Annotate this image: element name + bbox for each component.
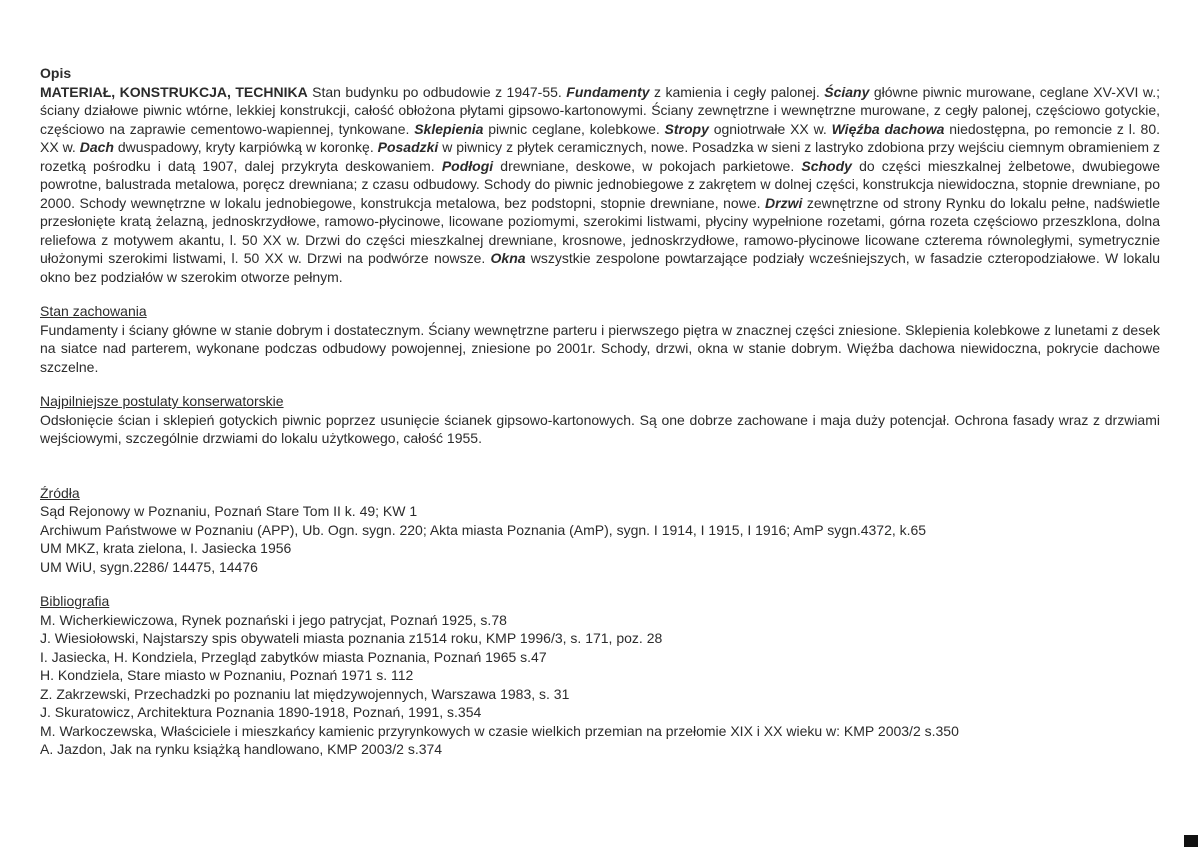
opis-text: w piwnicy z płytek ceramicznych, nowe. Posadzka w sieni z lastryko zdobiona przy wejściu ciemnym obramieniem z rozetką pośrodku i datą 1907, dalej przykryta deskowaniem. — [40, 139, 1160, 174]
postulaty-text: Odsłonięcie ścian i sklepień gotyckich piwnic poprzez usunięcie ścianek gipsowo-kartonowych. Są one dobrze zachowane i maja duży potencjał. Ochrona fasady wraz z drzwiami wejściowymi, szczególnie drzwiami do lokalu użytkowego, całość 1955. — [40, 411, 1160, 446]
bibliography-item: M. Warkoczewska, Właściciele i mieszkańcy kamienic przyrynkowych w czasie wielkich przemian na przełomie XIX i XX wieku w: KMP 2003/2 s.350 — [40, 722, 959, 739]
section-postulaty — [40, 392, 1160, 448]
heading-opis: Opis — [40, 65, 72, 81]
source-item: UM MKZ, krata zielona, I. Jasiecka 1956 — [40, 540, 292, 556]
opis-text: do części mieszkalnej żelbetowe, dwubiegowe powrotne, balustrada metalowa, poręcz drewniana; z czasu odbudowy. Schody do piwnic jednobiegowe z zakrętem w dolnej części, konstrukcja niewidoczna, stopnie drewniane, po 2000. Schody wewnętrzne w lokalu jednobiegowe, konstrukcja metalowa, bez podstopni, stopnie drewniane, nowe. — [40, 157, 1161, 211]
source-item: Archiwum Państwowe w Poznaniu (APP), Ub. Ogn. sygn. 220; Akta miasta Poznania (AmP), sygn. I 1914, I 1915, I 1916; AmP sygn.4372, k.65 — [40, 521, 927, 538]
document-page — [40, 64, 1160, 759]
heading-stan-zachowania: Stan zachowania — [40, 303, 147, 319]
section-opis — [40, 64, 1160, 286]
scan-edge-shadow — [1184, 835, 1198, 847]
bibliography-item: I. Jasiecka, H. Kondziela, Przegląd zabytków miasta Poznania, Poznań 1965 s.47 — [40, 648, 547, 665]
opis-text: niedostępna, po remoncie z l. 80. XX w. — [40, 120, 1160, 155]
bibliography-item: A. Jazdon, Jak na rynku książką handlowano, KMP 2003/2 s.374 — [40, 741, 443, 757]
source-item: Sąd Rejonowy w Poznaniu, Poznań Stare Tom II k. 49; KW 1 — [40, 503, 418, 519]
stan-zachowania-text: Fundamenty i ściany główne w stanie dobrym i dostatecznym. Ściany wewnętrzne parteru i pierwszego piętra w znacznej części zniesione. Sklepienia kolebkowe z lunetami z desek na siatce nad parterem, wykonane podczas odbudowy powojennej, zniesione po 2001r. Schody, drzwi, okna w stanie dobrym. Więźba dachowa niewidoczna, pokrycie dachowe szczelne. — [40, 321, 1160, 375]
opis-keyword: Posadzki — [377, 139, 439, 155]
opis-text: drewniane, deskowe, w pokojach parkietowe. — [493, 157, 802, 174]
section-stan-zachowania — [40, 302, 1160, 376]
section-bibliografia — [40, 592, 1160, 759]
bibliography-item: H. Kondziela, Stare miasto w Poznaniu, Poznań 1971 s. 112 — [40, 667, 414, 683]
opis-text: główne piwnic murowane, ceglane XV-XVI w.; ściany działowe piwnic wtórne, lekkiej konstrukcji, całość obłożona płytami gipsowo-kartonowymi. Ściany zewnętrzne i wewnętrzne murowane, z cegły palonej, częściowo gotyckie, częściowo na zaprawie cementowo-wapiennej, tynkowane. — [40, 83, 1161, 137]
bibliography-item: J. Wiesiołowski, Najstarszy spis obywateli miasta poznania z1514 roku, KMP 1996/3, s. 171, poz. 28 — [40, 630, 663, 646]
opis-keyword: Więźba dachowa — [831, 120, 945, 137]
opis-lead: MATERIAŁ, KONSTRUKCJA, TECHNIKA — [40, 83, 308, 100]
heading-bibliografia: Bibliografia — [40, 593, 110, 609]
opis-keyword: Okna — [490, 250, 526, 266]
heading-zrodla: Źródła — [40, 484, 80, 501]
opis-text: z kamienia i cegły palonej. — [649, 83, 825, 100]
source-item: UM WiU, sygn.2286/ 14475, 14476 — [40, 558, 258, 575]
opis-keyword: Drzwi — [765, 194, 803, 211]
opis-keyword: Stropy — [664, 120, 709, 137]
section-zrodla — [40, 484, 1160, 577]
bibliography-item: J. Skuratowicz, Architektura Poznania 1890-1918, Poznań, 1991, s.354 — [40, 704, 482, 720]
opis-keyword: Sklepienia — [414, 120, 484, 137]
opis-keyword: Ściany — [824, 83, 870, 100]
opis-text: wszystkie zespolone powtarzające podziały wcześniejszych, w fasadzie czteropodziałowe. W lokalu okno bez podziałów w szerokim otworze pełnym. — [40, 250, 1161, 285]
opis-paragraph — [40, 83, 1160, 287]
opis-text: dwuspadowy, kryty karpiówką w koronkę. — [113, 139, 378, 155]
opis-text: Stan budynku po odbudowie z 1947-55. — [307, 83, 567, 100]
opis-text: piwnic ceglane, kolebkowe. — [483, 120, 665, 137]
bibliography-item: M. Wicherkiewiczowa, Rynek poznański i jego patrycjat, Poznań 1925, s.78 — [40, 611, 507, 628]
bibliography-item: Z. Zakrzewski, Przechadzki po poznaniu lat międzywojennych, Warszawa 1983, s. 31 — [40, 685, 570, 702]
heading-postulaty: Najpilniejsze postulaty konserwatorskie — [40, 393, 284, 409]
opis-keyword: Schody — [801, 157, 852, 174]
opis-keyword: Dach — [79, 139, 114, 155]
opis-keyword: Podłogi — [441, 157, 494, 174]
opis-text: zewnętrzne od strony Rynku do lokalu pełne, nadświetle przesłonięte kratą żelazną, jednoskrzydłowe, ramowo-płycinowe, licowane poziomymi, szerokimi listwami, płyciny wypełnione rozetami, górna rozeta częściowo przeszklona, dolna reliefowa z motywem akantu, l. 50 XX w. Drzwi do części mieszkalnej drewniane, krosnowe, jednoskrzydłowe, ramowo-płycinowe licowane czterema równoległymi, symetrycznie ułożonymi szerokimi listwami, l. 50 XX w. Drzwi na podwórze nowsze. — [40, 194, 1160, 266]
opis-keyword: Fundamenty — [566, 83, 650, 100]
opis-text: ogniotrwałe XX w. — [708, 120, 832, 137]
